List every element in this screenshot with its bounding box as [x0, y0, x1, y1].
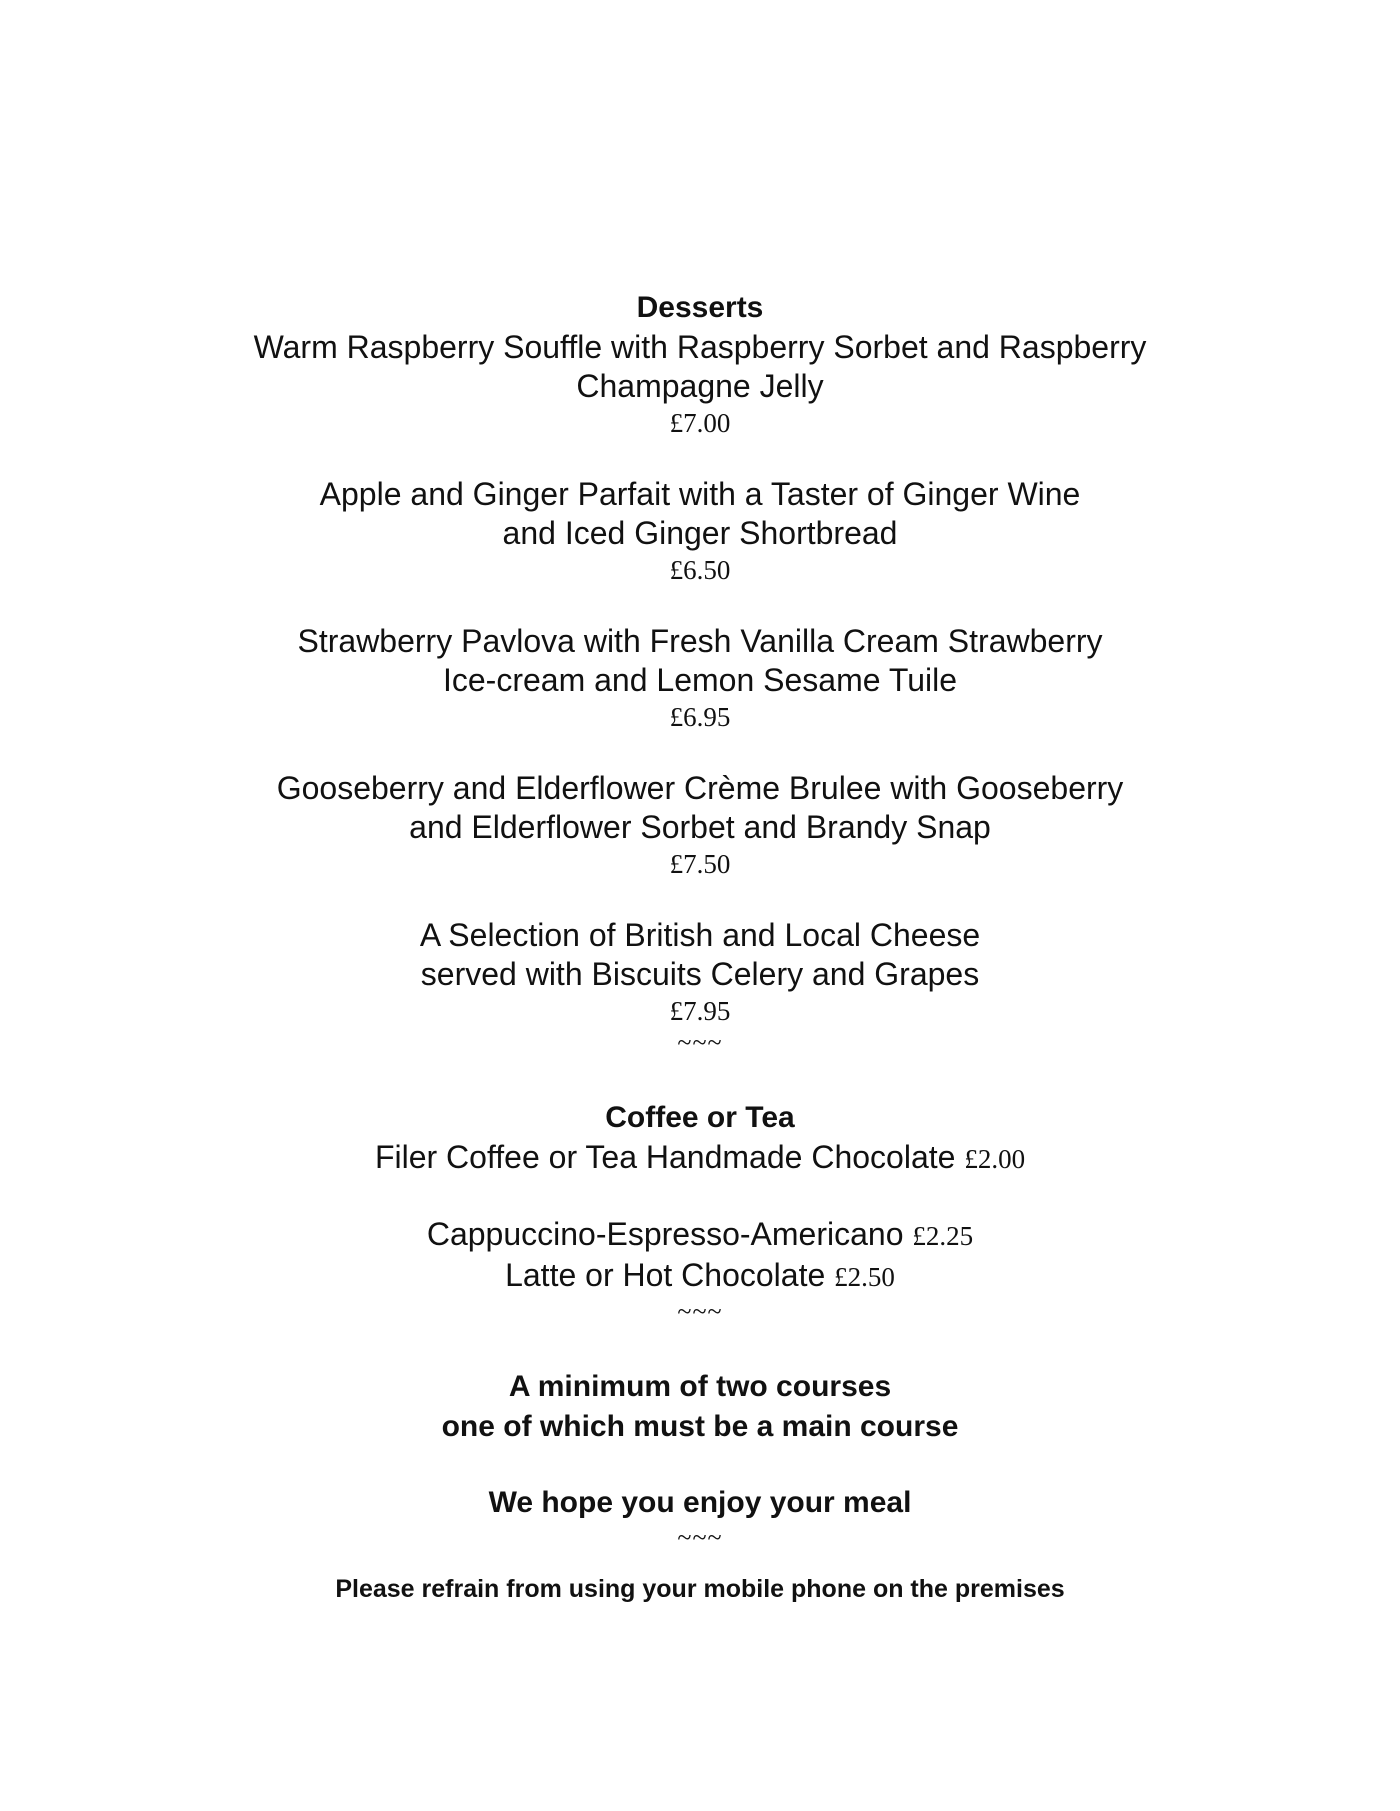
section-divider: ~~~	[677, 1297, 723, 1326]
dessert-description-line: Ice-cream and Lemon Sesame Tuile	[442, 662, 958, 698]
minimum-courses-notice	[0, 1367, 1400, 1447]
dessert-price: £6.95	[669, 702, 731, 732]
drink-price: £2.25	[912, 1221, 974, 1251]
menu-page	[0, 288, 1400, 1605]
dessert-description-line: Warm Raspberry Souffle with Raspberry Sorbet and Raspberry	[253, 329, 1147, 365]
drink-price: £2.50	[834, 1262, 895, 1292]
coffee-line-group	[0, 1138, 1400, 1179]
dessert-description-line: Champagne Jelly	[576, 368, 824, 404]
drink-name: Cappuccino-Espresso-Americano	[426, 1216, 904, 1252]
notice-line: one of which must be a main course	[441, 1410, 959, 1443]
coffee-heading: Coffee or Tea	[605, 1101, 795, 1134]
drink-line	[0, 1215, 1400, 1256]
dessert-item-last	[0, 916, 1400, 1058]
dessert-item	[0, 769, 1400, 881]
drink-line	[0, 1138, 1400, 1179]
dessert-item	[0, 622, 1400, 734]
dessert-description-line: A Selection of British and Local Cheese	[419, 917, 981, 953]
dessert-item	[0, 328, 1400, 440]
enjoy-notice	[0, 1483, 1400, 1553]
dessert-description-line: Gooseberry and Elderflower Crème Brulee with Gooseberry	[276, 770, 1124, 806]
dessert-item	[0, 475, 1400, 587]
dessert-price: £7.00	[669, 408, 731, 438]
dessert-price: £7.95	[669, 996, 731, 1026]
drink-name: Latte or Hot Chocolate	[505, 1257, 826, 1293]
dessert-description-line: Apple and Ginger Parfait with a Taster of Ginger Wine	[319, 476, 1081, 512]
notice-line: A minimum of two courses	[508, 1370, 892, 1403]
dessert-price: £6.50	[669, 555, 731, 585]
dessert-description-line: served with Biscuits Celery and Grapes	[420, 956, 980, 992]
section-divider: ~~~	[677, 1523, 723, 1552]
mobile-phone-notice: Please refrain from using your mobile phone on the premises	[335, 1575, 1065, 1603]
desserts-heading: Desserts	[636, 291, 764, 324]
section-divider: ~~~	[677, 1028, 723, 1057]
dessert-description-line: and Elderflower Sorbet and Brandy Snap	[409, 809, 991, 845]
coffee-line-group	[0, 1215, 1400, 1327]
drink-price: £2.00	[964, 1144, 1026, 1174]
dessert-description-line: and Iced Ginger Shortbread	[502, 515, 898, 551]
drink-name: Filer Coffee or Tea Handmade Chocolate	[374, 1139, 956, 1175]
dessert-price: £7.50	[669, 849, 731, 879]
dessert-description-line: Strawberry Pavlova with Fresh Vanilla Cream Strawberry	[297, 623, 1103, 659]
enjoy-line: We hope you enjoy your meal	[488, 1486, 912, 1519]
drink-line	[0, 1256, 1400, 1297]
